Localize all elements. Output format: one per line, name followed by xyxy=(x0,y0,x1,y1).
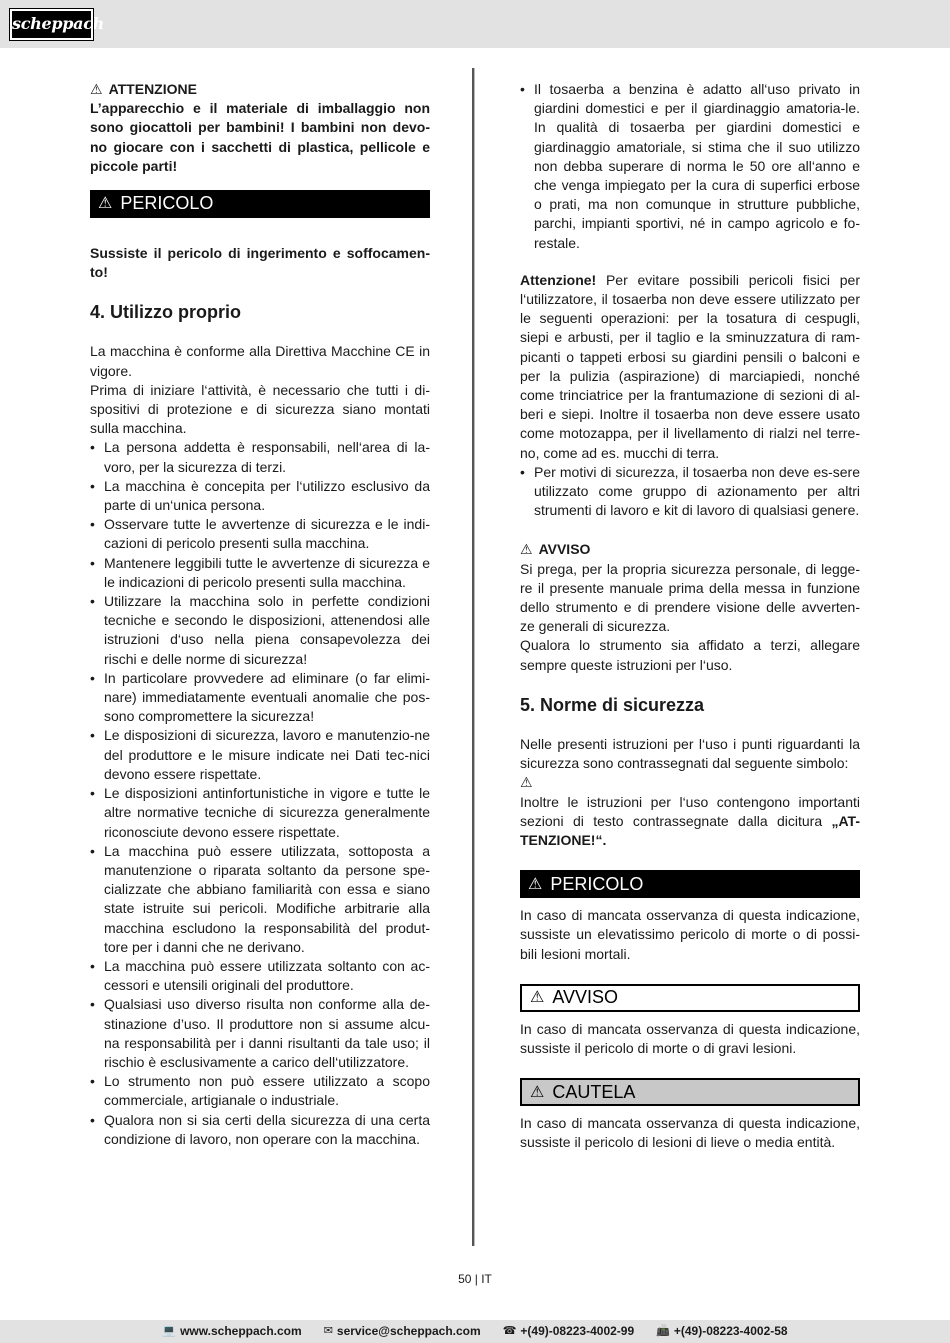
list-item: • Per motivi di sicurezza, il tosaerba non deve es-sere utilizzato come gruppo di azionamento per altri strumenti di lavoro e kit di lavoro di qualsiasi genere. xyxy=(520,463,860,521)
footer-bar xyxy=(0,1320,950,1343)
mower-bullet-list xyxy=(520,80,860,253)
warning-triangle-icon: ⚠ xyxy=(520,541,533,558)
fax-icon: 📠 xyxy=(656,1324,670,1337)
list-item: • Le disposizioni di sicurezza, lavoro e manutenzio-ne del produttore e le misure indicate nei Dati tec-nici devono essere rispettate. xyxy=(90,726,430,784)
pericolo-box xyxy=(520,870,860,898)
brand-logo: scheppach xyxy=(10,9,93,40)
attention-lead: Attenzione! xyxy=(520,271,597,288)
footer-phone xyxy=(503,1322,634,1341)
intro-paragraph-2: Prima di iniziare l‘attività, è necessario che tutti i di-spositivi di protezione e di sicurezza siano montati sulla macchina. xyxy=(90,381,430,437)
list-item: • La persona addetta è responsabili, nell‘area di la-voro, per la sicurezza di terzi. xyxy=(90,438,430,476)
email-link[interactable]: service@scheppach.com xyxy=(336,1323,481,1338)
pericolo-label: PERICOLO xyxy=(550,873,644,894)
safety-bullet-list xyxy=(520,463,860,521)
list-item: • La macchina può essere utilizzata soltanto con ac-cessori e utensili originali del produttore. xyxy=(90,957,430,995)
list-item: • Il tosaerba a benzina è adatto all‘uso privato in giardini domestici e per il giardinaggio amatoria-le. In qualità di tosaerba per giardini domestici e giardinaggio amatoriale, si stima che il suo utilizzo non debba superare di norma le 50 ore all‘anno e che venga impiegato per la cura di superfici erbose o prati, ma non comunque in strutture pubbliche, parchi, impianti sportivi, né in campo agricolo e fo-restale. xyxy=(520,80,860,253)
avviso-text-2: Qualora lo strumento sia affidato a terzi, allegare sempre queste istruzioni per l‘uso. xyxy=(520,637,860,673)
pericolo-text: In caso di mancata osservanza di questa indicazione, sussiste un elevatissimo pericolo di morte o di possi-bili lesioni mortali. xyxy=(520,907,860,962)
warning-triangle-icon: ⚠ xyxy=(520,774,533,791)
fax-number: +(49)-08223-4002-58 xyxy=(673,1323,788,1338)
phone-icon: ☎ xyxy=(502,1324,517,1337)
footer-website[interactable] xyxy=(162,1322,301,1341)
norme-text-2-bold: „AT-TENZIONE!“. xyxy=(520,812,860,848)
email-icon: ✉ xyxy=(323,1324,333,1337)
list-item: • La macchina può essere utilizzata, sottoposta a manutenzione o riparata soltanto da persone spe-cializzate che abbiano familiarità con essa e siano state istruite sui pericoli. Modifiche arbitrarie alla macchina escludono la responsabilità del produt-tore per i danni che ne derivano. xyxy=(90,842,430,957)
danger-text: Sussiste il pericolo di ingerimento e soffocamen-to! xyxy=(90,245,430,281)
list-item: • La macchina è concepita per l‘utilizzo esclusivo da parte di un‘unica persona. xyxy=(90,477,430,515)
list-item: • Le disposizioni antinfortunistiche in vigore e tutte le altre normative tecniche di sicurezza generalmente riconosciute devono essere rispettate. xyxy=(90,784,430,842)
avviso-box xyxy=(520,984,860,1012)
avviso-text-1: Si prega, per la propria sicurezza personale, di legge-re il presente manuale prima della messa in funzione dello strumento e di prendere visione delle avverten-ze generali di sicurezza. xyxy=(520,560,860,635)
danger-box xyxy=(90,190,430,218)
right-column xyxy=(520,80,860,1153)
warning-triangle-icon: ⚠ xyxy=(530,989,545,1007)
cautela-text: In caso di mancata osservanza di questa indicazione, sussiste il pericolo di lesioni di lieve o media entità. xyxy=(520,1115,860,1151)
norme-text-2 xyxy=(520,793,860,851)
footer-fax xyxy=(656,1322,787,1341)
list-item: • In particolare provvedere ad eliminare (o far elimi-nare) immediatamente eventuali anomalie che pos-sono compromettere la sicurezza! xyxy=(90,669,430,727)
intro-paragraph-1: La macchina è conforme alla Direttiva Macchine CE in vigore. xyxy=(90,343,430,379)
attention-title: ATTENZIONE xyxy=(108,81,197,97)
phone-number: +(49)-08223-4002-99 xyxy=(520,1323,635,1338)
list-item: • Osservare tutte le avvertenze di sicurezza e le indi-cazioni di pericolo presenti sulla macchina. xyxy=(90,515,430,553)
avviso-box-label: AVVISO xyxy=(552,987,619,1008)
list-item: • Qualora non si sia certi della sicurezza di una certa condizione di lavoro, non operare con la macchina. xyxy=(90,1111,430,1149)
list-item: • Qualsiasi uso diverso risulta non conforme alla de-stinazione d’uso. Il produttore non si assume alcu-na responsabilità per i danni risultanti da tale uso; il rischio è esclusivamente a carico dell‘utilizzatore. xyxy=(90,995,430,1072)
norme-text-1: Nelle presenti istruzioni per l‘uso i punti riguardanti la sicurezza sono contrassegnati dal seguente simbolo: xyxy=(520,735,860,772)
usage-bullet-list xyxy=(90,438,430,1149)
footer-email[interactable] xyxy=(324,1322,481,1341)
attention-paragraph xyxy=(520,271,860,463)
norme-symbol xyxy=(520,773,860,792)
cautela-box xyxy=(520,1078,860,1106)
computer-icon: 💻 xyxy=(162,1324,177,1337)
warning-triangle-icon: ⚠ xyxy=(530,1083,545,1101)
norme-text-2-body: Inoltre le istruzioni per l‘uso contengono importanti sezioni di testo contrassegnate dalla dicitura xyxy=(520,793,860,829)
danger-label: PERICOLO xyxy=(120,193,214,214)
section-4-title: 4. Utilizzo proprio xyxy=(90,302,241,323)
cautela-label: CAUTELA xyxy=(552,1081,636,1102)
warning-triangle-icon: ⚠ xyxy=(528,875,543,893)
website-link[interactable]: www.scheppach.com xyxy=(180,1323,302,1338)
avviso-heading xyxy=(520,540,860,559)
left-column xyxy=(90,80,430,1149)
column-divider xyxy=(472,68,475,1246)
list-item: • Lo strumento non può essere utilizzato a scopo commerciale, artigianale o industriale. xyxy=(90,1072,430,1110)
attention-heading xyxy=(90,80,430,99)
list-item: • Mantenere leggibili tutte le avvertenze di sicurezza e le indicazioni di pericolo presenti sulla macchina. xyxy=(90,554,430,592)
header-bar xyxy=(0,0,950,48)
page-number: 50 | IT xyxy=(458,1272,492,1286)
section-5-title: 5. Norme di sicurezza xyxy=(520,694,705,715)
list-item: • Utilizzare la macchina solo in perfette condizioni tecniche e secondo le disposizioni, attenendosi alle istruzioni d‘uso nella piena consapevolezza dei rischi e delle norme di sicurezza! xyxy=(90,592,430,669)
warning-triangle-icon: ⚠ xyxy=(90,81,103,97)
warning-triangle-icon: ⚠ xyxy=(98,195,113,213)
attention-text: L’apparecchio e il materiale di imballaggio non sono giocattoli per bambini! I bambini non devo-no giocare con i sacchetti di plastica, pellicole e piccole parti! xyxy=(90,100,430,174)
attention-body: Per evitare possibili pericoli fisici per l‘utilizzatore, il tosaerba non deve essere utilizzato per le seguenti operazioni: per la tosatura di cespugli, siepi e arbusti, per il taglio e la sminuzzatura di ram-picanti o tappeti erbosi su giardini pensili o balconi e per la pulizia (aspirazione) di marciapiedi, nonché come trinciatrice per la frantumazione di sezioni di al-beri e siepi. Inoltre il tosaerba non deve essere usato come motozappa, per il livellamento di rialzi nel terre-no, come ad es. mucchi di terra. xyxy=(520,271,860,461)
avviso-box-text: In caso di mancata osservanza di questa indicazione, sussiste il pericolo di morte o di gravi lesioni. xyxy=(520,1020,860,1056)
avviso-title: AVVISO xyxy=(538,541,591,558)
